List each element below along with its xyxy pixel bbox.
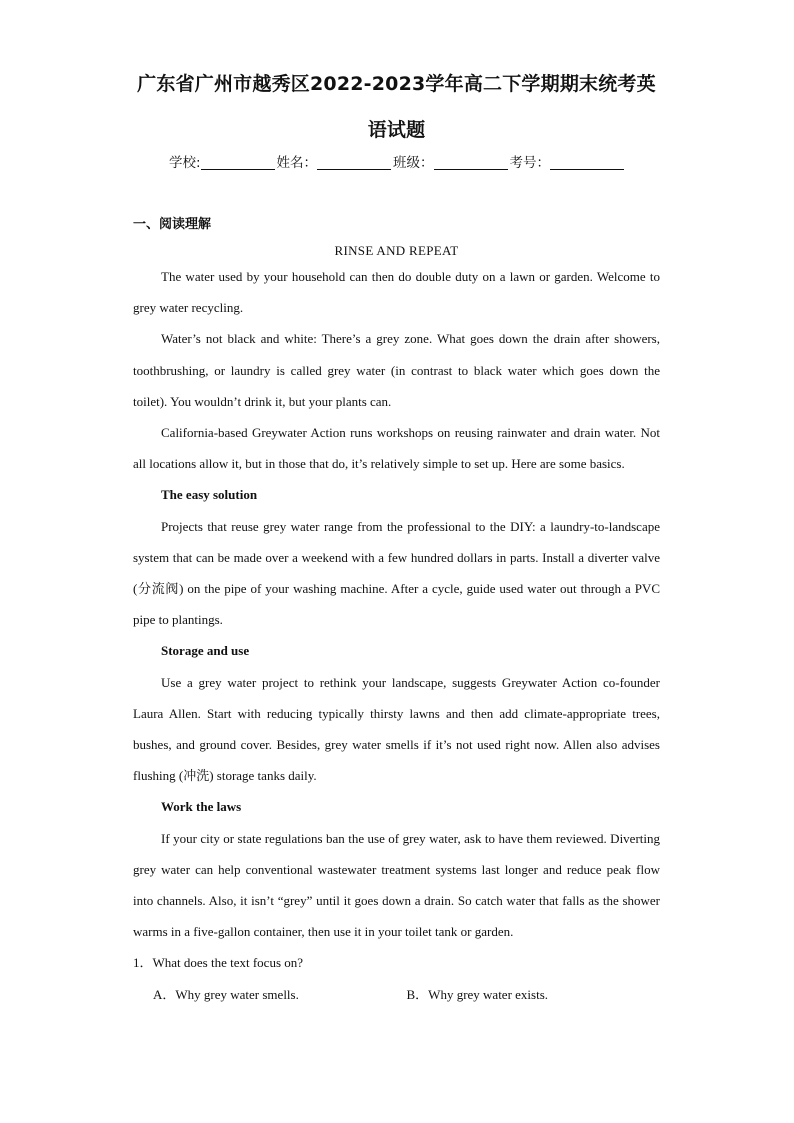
school-blank[interactable] [201,155,275,170]
paragraph-1: The water used by your household can then do double duty on a lawn or garden. Welcome to grey water recycling. [133,269,660,316]
question-1: 1．What does the text focus on? [133,955,304,971]
number-blank[interactable] [550,155,624,170]
class-label: 班级： [393,155,434,171]
paragraph-4: Projects that reuse grey water range from the professional to the DIY: a laundry-to-landscape system that can be made over a weekend with a few hundred dollars in parts. Install a diverter valve (分流阀) on the pipe of your washing machine. After a cycle, guide used water out through a PVC pipe to plantings. [133,518,660,628]
section-heading: 一、阅读理解 [133,217,212,232]
class-blank[interactable] [434,155,508,170]
paragraph-2: Water’s not black and white: There’s a grey zone. What goes down the drain after showers, toothbrushing, or laundry is called grey water (in contrast to black water which goes down the toilet). You wouldn’t drink it, but your plants can. [133,331,660,409]
question-1-options [133,979,660,1010]
option-a[interactable]: A．Why grey water smells. [153,986,299,1002]
document-title [133,0,660,150]
school-label: 学校: [168,155,201,171]
paragraph-5: Use a grey water project to rethink your landscape, suggests Greywater Action co-founder Laura Allen. Start with reducing typically thirsty lawns and then add climate-appropriate trees, bushes, and ground cover. Besides, grey water smells if it’s not used right now. Allen also advises flushing (冲洗) storage tanks daily. [133,674,660,784]
passage-heading: RINSE AND REPEAT [334,243,459,258]
subheading-work-the-laws: Work the laws [161,799,242,815]
subheading-storage-and-use: Storage and use [161,643,250,659]
option-b[interactable]: B．Why grey water exists. [406,986,549,1002]
title-line-1: 广东省广州市越秀区2022-2023学年高二下学期期末统考英 [137,73,656,95]
paragraph-6: If your city or state regulations ban the use of grey water, ask to have them reviewed. Diverting grey water can help conventional wastewater treatment systems last longer and reduce peak flow into channels. Also, it isn’t “grey” until it goes down a drain. So catch water that falls as the shower warms in a five-gallon container, then use it in your toilet tank or garden. [133,830,660,940]
number-label: 考号： [509,155,551,171]
student-info-line [133,152,660,174]
name-blank[interactable] [317,155,391,170]
name-label: 姓名： [276,155,318,171]
title-line-2: 语试题 [367,119,426,141]
subheading-easy-solution: The easy solution [161,487,258,503]
paragraph-3: California-based Greywater Action runs workshops on reusing rainwater and drain water. Not all locations allow it, but in those that do, it’s relatively simple to set up. Here are some basics. [133,425,660,472]
